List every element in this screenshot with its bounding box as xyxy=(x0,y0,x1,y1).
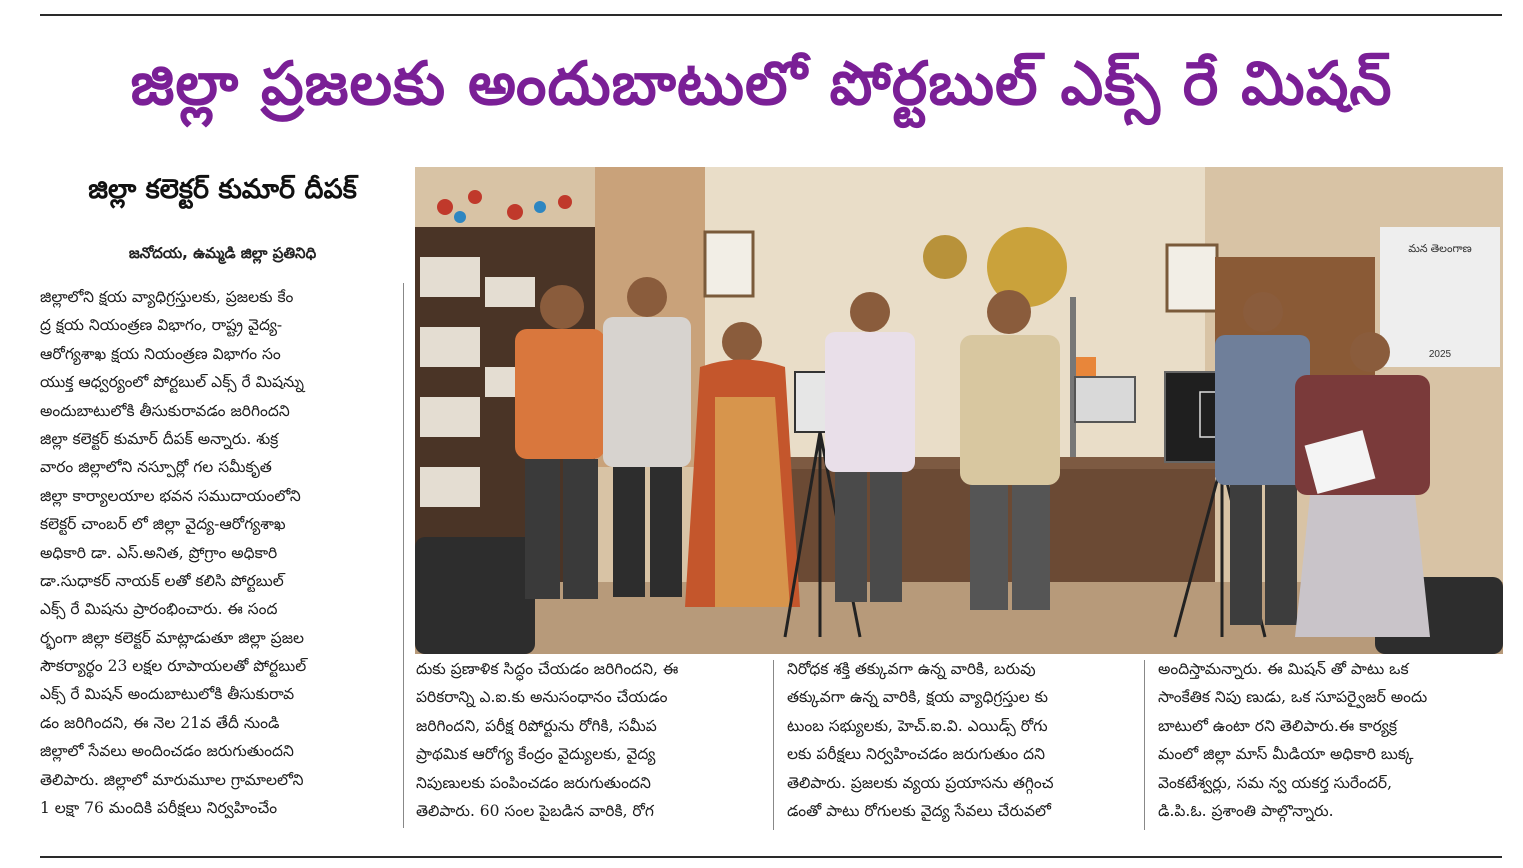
text-line: సౌకర్యార్థం 23 లక్షల రూపాయలతో పోర్టబుల్ xyxy=(40,657,307,676)
text-line: డి.పి.ఓ. ప్రశాంతి పాల్గొన్నారు. xyxy=(1158,801,1334,820)
text-line: వెంకటేశ్వర్లు, సమ న్వ యకర్త సురేందర్, xyxy=(1158,773,1393,792)
text-line: లకు పరీక్షలు నిర్వహించడం జరుగుతుం దని xyxy=(787,745,1045,764)
article-column-2 xyxy=(416,655,761,825)
person-4 xyxy=(825,292,915,602)
column-divider xyxy=(1144,660,1145,830)
text-line: నిరోధక శక్తి తక్కువగా ఉన్న వారికి, బరువు xyxy=(787,660,1036,678)
text-line: 1 లక్షా 76 మందికి పరీక్షలు నిర్వహించేం xyxy=(40,799,278,818)
text-line: నిపుణులకు పంపించడం జరుగుతుందని xyxy=(416,773,651,792)
text-line: ర్భంగా జిల్లా కలెక్టర్ మాట్లాడుతూ జిల్లా ప్రజల xyxy=(40,628,305,647)
text-line: కలెక్టర్ చాంబర్ లో జిల్లా వైద్య-ఆరోగ్యశాఖ xyxy=(40,515,286,534)
text-line: దుకు ప్రణాళిక సిద్ధం చేయడం జరిగిందని, ఈ xyxy=(416,660,679,678)
byline: జనోదయ, ఉమ్మడి జిల్లా ప్రతినిధి xyxy=(128,244,317,262)
text-line: ఆరోగ్యశాఖ క్షయ నియంత్రణ విభాగం సం xyxy=(40,344,281,363)
text-line: జిల్లాలో సేవలు అందించడం జరుగుతుందని xyxy=(40,742,294,761)
text-line: ఎక్స్ రే మిషన్ అందుబాటులోకి తీసుకురావ xyxy=(40,685,295,704)
text-line: సాంకేతిక నిపు ణుడు, ఒక సూపర్వైజర్ అందు xyxy=(1158,688,1428,707)
text-line: జిల్లా కార్యాలయాల భవన సముదాయంలోని xyxy=(40,486,301,505)
article-column-4 xyxy=(1158,655,1503,825)
text-line: తెలిపారు. 60 సంల పైబడిన వారికి, రోగ xyxy=(416,801,654,820)
text-line: డంతో పాటు రోగులకు వైద్య సేవలు చేరువలో xyxy=(787,801,1051,820)
calendar-year: 2025 xyxy=(1428,349,1452,360)
wall-board-label: మన తెలంగాణ xyxy=(1408,243,1472,255)
text-line: ప్రాథమిక ఆరోగ్య కేంద్రం వైద్యులకు, వైద్య xyxy=(416,745,656,764)
text-line: డం జరిగిందని, ఈ నెల 21వ తేదీ నుండి xyxy=(40,713,280,732)
text-line: పరికరాన్ని ఎ.ఐ.కు అనుసంధానం చేయడం xyxy=(416,688,668,707)
subheadline: జిల్లా కలెక్టర్ కుమార్ దీపక్ xyxy=(88,174,357,205)
news-photo xyxy=(415,167,1503,654)
text-line: అందుబాటులోకి తీసుకురావడం జరిగిందని xyxy=(40,401,290,420)
text-line: జరిగిందని, పరీక్ష రిపోర్టును రోగికి, సమీప xyxy=(416,716,657,735)
bottom-rule xyxy=(40,856,1502,858)
person-7 xyxy=(1295,332,1430,637)
text-line: ఎక్స్ రే మిషను ప్రారంభించారు. ఈ సంద xyxy=(40,600,278,619)
headline: జిల్లా ప్రజలకు అందుబాటులో పోర్టబుల్ ఎక్స్ రే మిషన్ xyxy=(130,49,1393,119)
column-divider xyxy=(773,660,774,830)
article-column-1 xyxy=(40,283,390,822)
text-line: ద్ర క్షయ నియంత్రణ విభాగం, రాష్ట్ర వైద్య- xyxy=(40,316,283,335)
text-line: తెలిపారు. జిల్లాలో మారుమూల గ్రామాలలోని xyxy=(40,770,304,789)
text-line: డా.సుధాకర్ నాయక్ లతో కలిసి పోర్టబుల్ xyxy=(40,571,284,590)
text-line: టుంబ సభ్యులకు, హెచ్.ఐ.వి. ఎయిడ్స్ రోగు xyxy=(787,716,1048,735)
text-line: అందిస్తామన్నారు. ఈ మిషన్ తో పాటు ఒక xyxy=(1158,660,1409,678)
text-line: జిల్లాలోని క్షయ వ్యాధిగ్రస్తులకు, ప్రజలకు కేం xyxy=(40,288,294,306)
text-line: జిల్లా కలెక్టర్ కుమార్ దీపక్ అన్నారు. శుక్ర xyxy=(40,429,279,448)
text-line: అధికారి డా. ఎస్.అనిత, ప్రోగ్రాం అధికారి xyxy=(40,543,278,562)
text-line: బాటులో ఉంటా రని తెలిపారు.ఈ కార్యక్ర xyxy=(1158,716,1397,735)
top-rule xyxy=(40,14,1502,16)
text-line: మంలో జిల్లా మాస్ మీడియా అధికారి బుక్క xyxy=(1158,745,1414,764)
person-1 xyxy=(515,285,605,599)
text-line: తక్కువగా ఉన్న వారికి, క్షయ వ్యాధిగ్రస్తుల కు xyxy=(787,688,1049,707)
column-divider xyxy=(403,283,404,828)
text-line: వారం జిల్లాలోని నస్పూర్లో గల సమీకృత xyxy=(40,458,272,477)
text-line: తెలిపారు. ప్రజలకు వ్యయ ప్రయాసను తగ్గించ xyxy=(787,773,1054,792)
article-column-3 xyxy=(787,655,1132,825)
text-line: యుక్త ఆధ్వర్యంలో పోర్టబుల్ ఎక్స్ రే మిషన్ను xyxy=(40,373,305,392)
